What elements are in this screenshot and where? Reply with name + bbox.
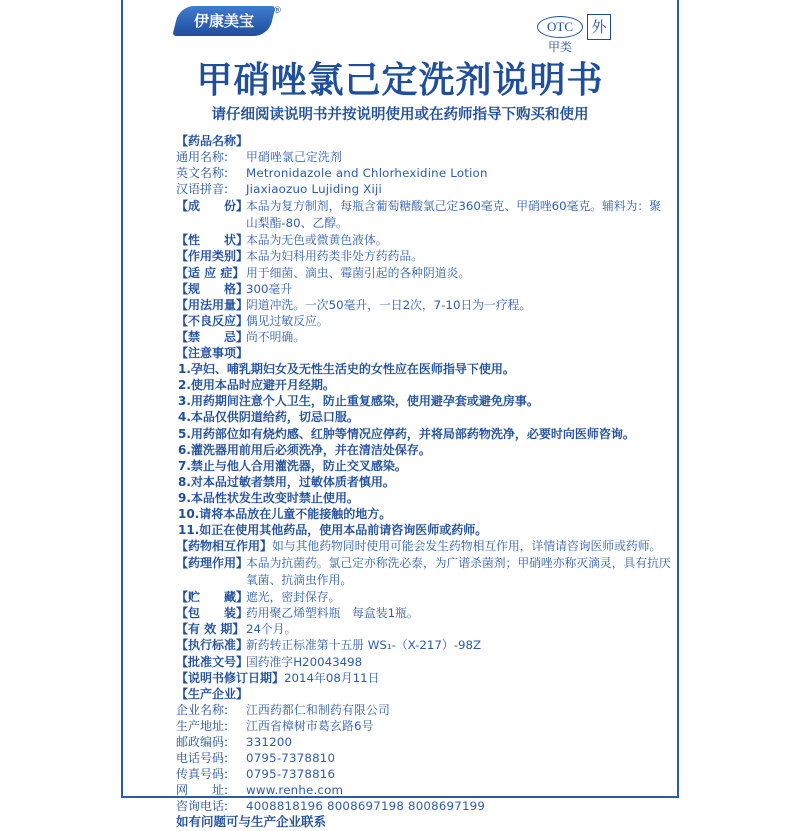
property-row <box>176 538 671 555</box>
brand-name: 伊康美宝 <box>193 12 254 30</box>
info-value: 甲硝唑氯己定洗剂 <box>246 150 342 165</box>
brand-logo <box>172 6 275 36</box>
info-row <box>176 165 671 181</box>
info-row <box>176 718 671 734</box>
property-value: 2014年08月11日 <box>284 670 380 685</box>
property-row <box>176 329 671 345</box>
property-row <box>176 654 671 670</box>
info-value: www.renhe.com <box>246 783 344 798</box>
precaution-item: 8.对本品过敏者禁用，过敏体质者慎用。 <box>178 474 395 489</box>
info-row <box>176 702 671 718</box>
property-row <box>176 555 671 589</box>
property-value: 如与其他药物同时使用可能会发生药物相互作用，详情请咨询医师或药师。 <box>272 539 662 554</box>
property-label: 【用法用量】 <box>176 297 249 312</box>
precaution-item: 2.使用本品时应避开月经期。 <box>178 378 335 393</box>
property-row <box>176 297 671 313</box>
info-value: 4008818196 8008697198 8008697199 <box>246 799 486 814</box>
info-label: 通用名称: <box>176 150 229 165</box>
section-manufacturer: 【生产企业】 <box>176 686 249 701</box>
property-label: 【批准文号】 <box>176 654 249 669</box>
property-value: 遮光，密封保存。 <box>246 590 341 605</box>
info-label: 生产地址: <box>176 718 229 733</box>
property-value: 300毫升 <box>246 281 293 296</box>
precaution-item: 1.孕妇、哺乳期妇女及无性生活史的女性应在医师指导下使用。 <box>178 362 515 377</box>
info-row <box>176 766 671 782</box>
property-label: 【贮 藏】 <box>176 590 249 605</box>
property-label: 【有 效 期】 <box>176 622 245 637</box>
info-label: 企业名称: <box>176 702 229 717</box>
property-label: 【药理作用】 <box>176 556 249 571</box>
contact-footer: 如有问题可与生产企业联系 <box>176 814 327 830</box>
info-value: 江西省樟树市葛玄路6号 <box>246 718 374 733</box>
property-label: 【不良反应】 <box>176 313 249 328</box>
property-value: 本品为复方制剂，每瓶含葡萄糖酸氯己定360毫克、甲硝唑60毫克。辅料为：聚山梨酯-80、乙醇。 <box>246 199 662 231</box>
property-row <box>176 637 671 653</box>
precaution-item: 3.用药期间注意个人卫生，防止重复感染，使用避孕套或避免房事。 <box>178 394 539 409</box>
property-label: 【成 份】 <box>176 199 249 214</box>
property-value: 本品为妇科用药类非处方药药品。 <box>246 249 423 264</box>
property-row <box>176 232 671 248</box>
precaution-item: 10.请将本品放在儿童不能接触的地方。 <box>178 506 392 521</box>
precaution-item: 5.用药部位如有烧灼感、红肿等情况应停药，并将局部药物洗净，必要时向医师咨询。 <box>178 426 635 441</box>
info-label: 咨询电话: <box>176 799 229 814</box>
property-row <box>176 313 671 329</box>
info-label: 传真号码: <box>176 767 229 782</box>
property-value: 本品为无色或微黄色液体。 <box>246 233 388 248</box>
info-value: Metronidazole and Chlorhexidine Lotion <box>246 166 488 181</box>
property-value: 阴道冲洗。一次50毫升，一日2次，7-10日为一疗程。 <box>246 297 532 312</box>
info-row <box>176 181 671 197</box>
section-drug-name: 【药品名称】 <box>176 134 249 148</box>
property-row <box>176 670 671 686</box>
info-label: 电话号码: <box>176 751 229 766</box>
property-label: 【药物相互作用】 <box>176 539 273 554</box>
property-label: 【适 应 症】 <box>176 265 245 280</box>
property-row <box>176 248 671 264</box>
info-row <box>176 782 671 798</box>
property-label: 【包 装】 <box>176 606 249 621</box>
property-value: 尚不明确。 <box>246 329 305 344</box>
property-row <box>176 281 671 297</box>
precaution-item: 6.灌洗器用前用后必须洗净，并在清洁处保存。 <box>178 442 431 457</box>
property-value: 新药转正标准第十五册 WS₁-（X-217）-98Z <box>246 638 482 653</box>
precaution-item: 9.本品性状发生改变时禁止使用。 <box>178 490 359 505</box>
property-label: 【说明书修订日期】 <box>176 670 285 685</box>
property-row <box>176 589 671 605</box>
info-label: 汉语拼音: <box>176 182 229 197</box>
info-value: 江西药都仁和制药有限公司 <box>246 702 390 717</box>
property-value: 24个月。 <box>246 622 297 637</box>
registered-mark: ® <box>273 6 282 16</box>
property-row <box>176 198 671 232</box>
info-value: 0795-7378810 <box>246 751 336 766</box>
property-value: 药用聚乙烯塑料瓶 每盒装1瓶。 <box>246 606 419 621</box>
info-label: 英文名称: <box>176 166 229 181</box>
property-value: 用于细菌、滴虫、霉菌引起的各种阴道炎。 <box>246 265 471 280</box>
property-label: 【执行标准】 <box>176 638 249 653</box>
info-row <box>176 734 671 750</box>
otc-class-label: 甲类 <box>548 40 573 54</box>
info-label: 网 址: <box>176 783 229 798</box>
otc-badge: OTC <box>537 16 583 38</box>
info-value: 331200 <box>246 735 293 749</box>
leaflet-content <box>176 133 671 831</box>
info-label: 邮政编码: <box>176 735 229 749</box>
property-value: 国药准字H20043498 <box>246 654 363 669</box>
document-title: 甲硝唑氯己定洗剂说明书 <box>196 60 604 101</box>
property-label: 【禁 忌】 <box>176 329 249 344</box>
external-use-badge: 外 <box>587 14 611 40</box>
property-row <box>176 621 671 637</box>
property-value: 本品为抗菌药。氯己定亦称洗必泰，为广谱杀菌剂；甲硝唑亦称灭滴灵，具有抗厌氧菌、抗滴虫作用。 <box>246 556 671 588</box>
document-subtitle: 请仔细阅读说明书并按说明使用或在药师指导下购买和使用 <box>211 107 589 123</box>
section-precautions: 【注意事项】 <box>176 346 249 361</box>
property-label: 【规 格】 <box>176 281 249 296</box>
property-value: 偶见过敏反应。 <box>246 313 329 328</box>
info-row <box>176 750 671 766</box>
info-value: Jiaxiaozuo Lujiding Xiji <box>246 182 382 197</box>
property-row <box>176 265 671 281</box>
info-value: 0795-7378816 <box>246 767 336 782</box>
info-row <box>176 798 671 814</box>
property-row <box>176 605 671 621</box>
precaution-item: 4.本品仅供阴道给药，切忌口服。 <box>178 410 359 425</box>
precaution-item: 7.禁止与他人合用灌洗器，防止交叉感染。 <box>178 458 407 473</box>
info-row <box>176 149 671 165</box>
property-label: 【作用类别】 <box>176 249 249 264</box>
property-label: 【性 状】 <box>176 233 249 248</box>
precaution-item: 11.如正在使用其他药品，使用本品前请咨询医师或药师。 <box>178 523 488 538</box>
